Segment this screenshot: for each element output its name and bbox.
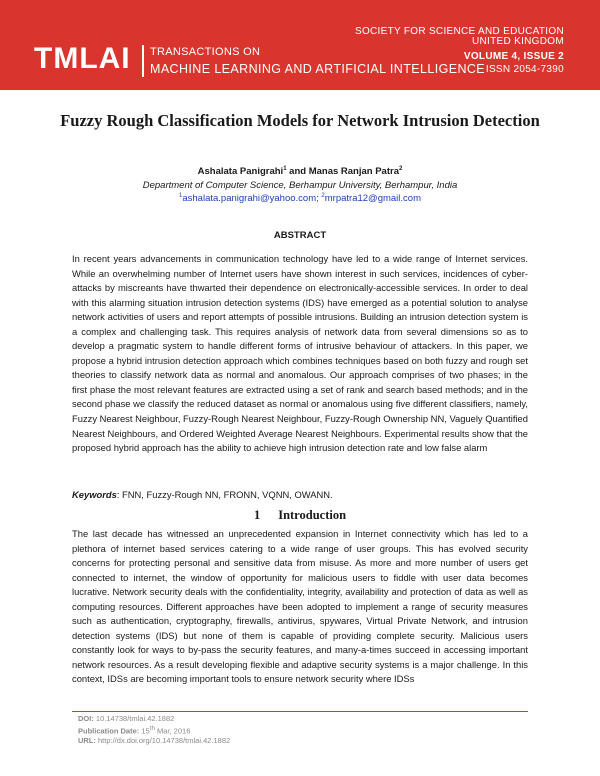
section-heading (60, 508, 540, 523)
publication-day: 15 (139, 726, 150, 735)
author-1-sup: 1 (283, 166, 287, 172)
abstract-text: In recent years advancements in communication technology have led to a wide range of Internet services. While an overwhelming number of Internet users have shown interest in such services, incidences of cyber-attacks by miscreants have thwarted their dependence on electronically-accessible services. In order to deal with this alarming situation intrusion detection systems (IDS) have emerged as a potential solution to analyse network activities of users and report attempts of possible intrusions. Building an intrusion detection system is a complex and challenging task. This requires analysis of network data from several dimensions so as to develop a pragmatic system to handle different forms of intrusive behaviour of attackers. In this paper, we propose a hybrid intrusion detection approach which combines techniques based on both fuzzy and rough set theories to classify network data as normal and anomalous. Our approach comprises of two phases; in the first phase the most relevant features are extracted using a set of rank and search based methods; and in the second phase we classify the reduced dataset as normal or anomalous using five different classifiers, namely, Fuzzy Nearest Neighbour, Fuzzy-Rough Nearest Neighbour, Fuzzy-Rough Ownership NN, Vaguely Quantified Nearest Neighbours, and Ordered Weighted Average Nearest Neighbours. Experimental results show that the proposed hybrid approach has the ability to achieve high intrusion detection rate and low false alarm (72, 253, 528, 454)
author-line (60, 166, 540, 177)
footer (78, 714, 230, 745)
email-1-link[interactable]: ashalata.panigrahi@yahoo.com; (182, 193, 319, 205)
publication-date-label: Publication Date: (78, 726, 140, 735)
section-title: Introduction (278, 508, 347, 522)
doi-label: DOI: (78, 714, 94, 723)
publication-date-rest: Mar, 2016 (154, 726, 191, 735)
paper-title: Fuzzy Rough Classification Models for Network Intrusion Detection (60, 111, 540, 130)
introduction-text: The last decade has witnessed an unprecedented expansion in Internet connectivity which has led to a plethora of internet based services catering to a wide range of user groups. This has evolved security concerns for protecting personal and sensitive data from misuse. As more and more number of users get connected to internet, the window of opportunity for malicious users to fiddle with user data becomes lucrative. Network security deals with the confidentiality, integrity, availability and protection of data as well as computing resources. Different approaches have been adopted to implement a range of security measures such as authentication, cryptography, firewalls, antivirus, spywares, Virtual Private Network, and intrusion detection systems (IDS) but none of them is capable of providing complete security. Malicious users constantly look for ways to by-pass the security features, and many-a-times succeed in accessing important network resources. As a result developing flexible and adaptive security systems is a major challenge. In this context, IDSs are becoming important tools to ensure network security where IDSs (72, 528, 528, 685)
doi-line (78, 714, 230, 724)
issn: ISSN 2054-7390 (485, 64, 564, 75)
author-1: Ashalata Panigrahi (197, 166, 284, 178)
publication-day-sup: th (149, 724, 155, 732)
abstract-heading: ABSTRACT (273, 230, 327, 241)
email-1-sup: 1 (179, 193, 183, 199)
author-2-sup: 2 (399, 166, 403, 172)
journal-logo: TMLAI (34, 42, 131, 75)
section-number: 1 (253, 508, 261, 522)
doi-value: 10.14738/tmlai.42.1882 (93, 714, 175, 723)
author-and: and (286, 166, 309, 178)
journal-title-line2: MACHINE LEARNING AND ARTIFICIAL INTELLIGENCE (150, 62, 486, 76)
email-2-sup: 2 (321, 193, 325, 199)
keywords-label: Keywords (72, 489, 117, 500)
footer-divider (72, 711, 528, 712)
society-country: UNITED KINGDOM (472, 36, 564, 47)
keywords (72, 489, 528, 500)
email-line (60, 193, 540, 204)
author-2: Manas Ranjan Patra (308, 166, 399, 178)
url-line (78, 736, 230, 746)
volume-issue: VOLUME 4, ISSUE 2 (463, 51, 564, 62)
keywords-list: : FNN, Fuzzy-Rough NN, FRONN, VQNN, OWANN. (116, 489, 333, 500)
url-link[interactable]: http://dx.doi.org/10.14738/tmlai.42.1882 (95, 735, 231, 745)
email-2-link[interactable]: mrpatra12@gmail.com (324, 193, 421, 205)
journal-header-banner (0, 0, 600, 90)
publication-date-line (78, 724, 230, 736)
affiliation: Department of Computer Science, Berhampur University, Berhampur, India (142, 180, 458, 191)
logo-divider (142, 45, 144, 77)
url-label: URL: (78, 735, 96, 745)
society-name: SOCIETY FOR SCIENCE AND EDUCATION (354, 26, 564, 37)
journal-title-line1: TRANSACTIONS ON (150, 46, 261, 58)
